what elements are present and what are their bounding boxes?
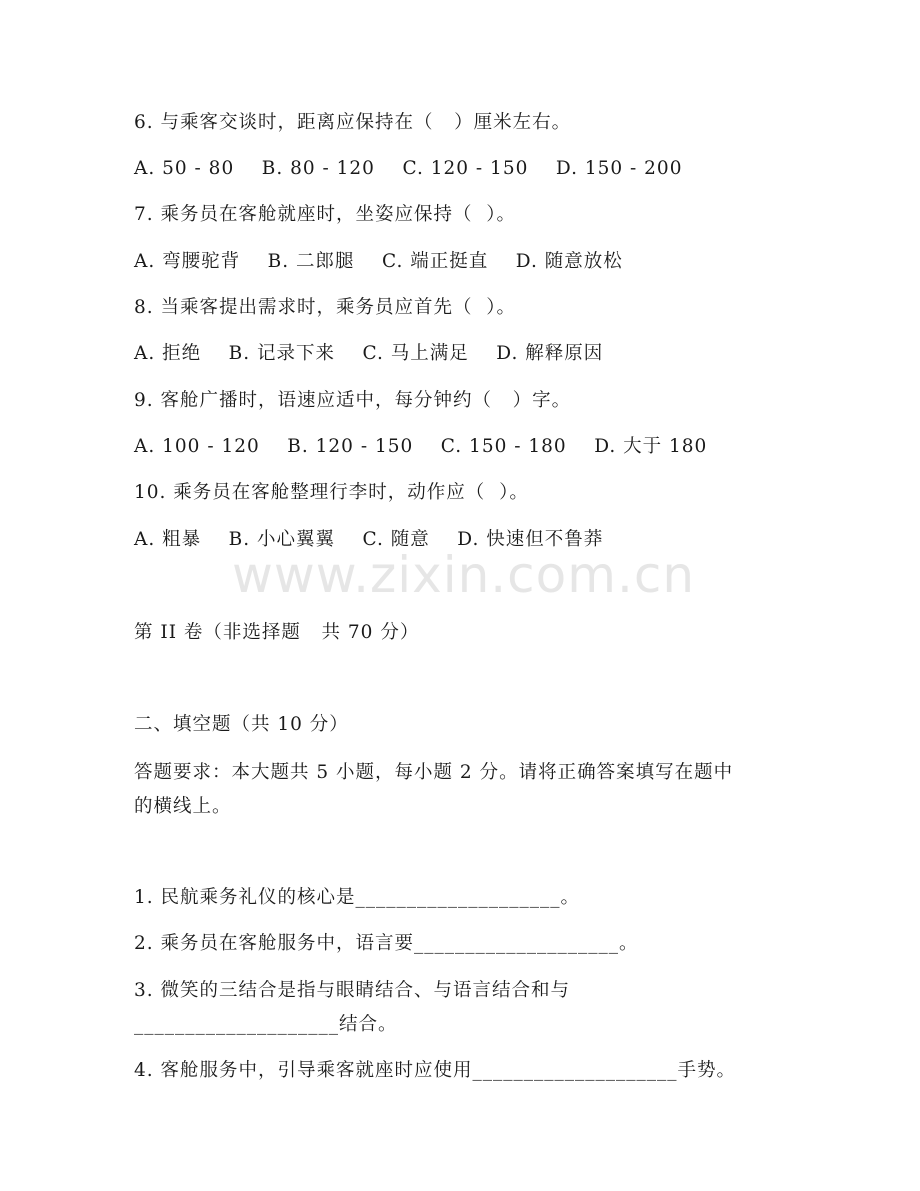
question-9-stem: 9. 客舱广播时，语速应适中，每分钟约（ ）字。 xyxy=(134,390,572,411)
part2-title: 第 II 卷（非选择题 共 70 分） xyxy=(134,622,420,643)
fill-in-question-4: 4. 客舱服务中，引导乘客就座时应使用____________________手势。 xyxy=(134,1060,737,1081)
question-6-options: A. 50 - 80 B. 80 - 120 C. 120 - 150 D. 150 - 200 xyxy=(134,158,683,179)
watermark: www.zixin.com.cn xyxy=(232,546,696,604)
fill-in-question-2: 2. 乘务员在客舱服务中，语言要____________________。 xyxy=(134,933,639,954)
fill-in-question-1: 1. 民航乘务礼仪的核心是____________________。 xyxy=(134,887,581,908)
question-7-options: A. 弯腰驼背 B. 二郎腿 C. 端正挺直 D. 随意放松 xyxy=(134,251,623,272)
fill-in-question-3-line-2: ____________________结合。 xyxy=(134,1014,398,1035)
question-10-options: A. 粗暴 B. 小心翼翼 C. 随意 D. 快速但不鲁莽 xyxy=(134,529,604,550)
question-6-stem: 6. 与乘客交谈时，距离应保持在（ ）厘米左右。 xyxy=(134,112,572,133)
requirement-line-1: 答题要求：本大题共 5 小题，每小题 2 分。请将正确答案填写在题中 xyxy=(134,762,734,783)
question-9-options: A. 100 - 120 B. 120 - 150 C. 150 - 180 D. 大于 180 xyxy=(134,436,708,457)
question-7-stem: 7. 乘务员在客舱就座时，坐姿应保持（ ）。 xyxy=(134,204,517,225)
fill-in-question-3-line-1: 3. 微笑的三结合是指与眼睛结合、与语言结合和与 xyxy=(134,980,571,1001)
question-10-stem: 10. 乘务员在客舱整理行李时，动作应（ ）。 xyxy=(134,482,529,503)
section-title: 二、填空题（共 10 分） xyxy=(134,714,349,735)
question-8-stem: 8. 当乘客提出需求时，乘务员应首先（ ）。 xyxy=(134,297,517,318)
requirement-line-2: 的横线上。 xyxy=(134,796,232,817)
question-8-options: A. 拒绝 B. 记录下来 C. 马上满足 D. 解释原因 xyxy=(134,343,604,364)
